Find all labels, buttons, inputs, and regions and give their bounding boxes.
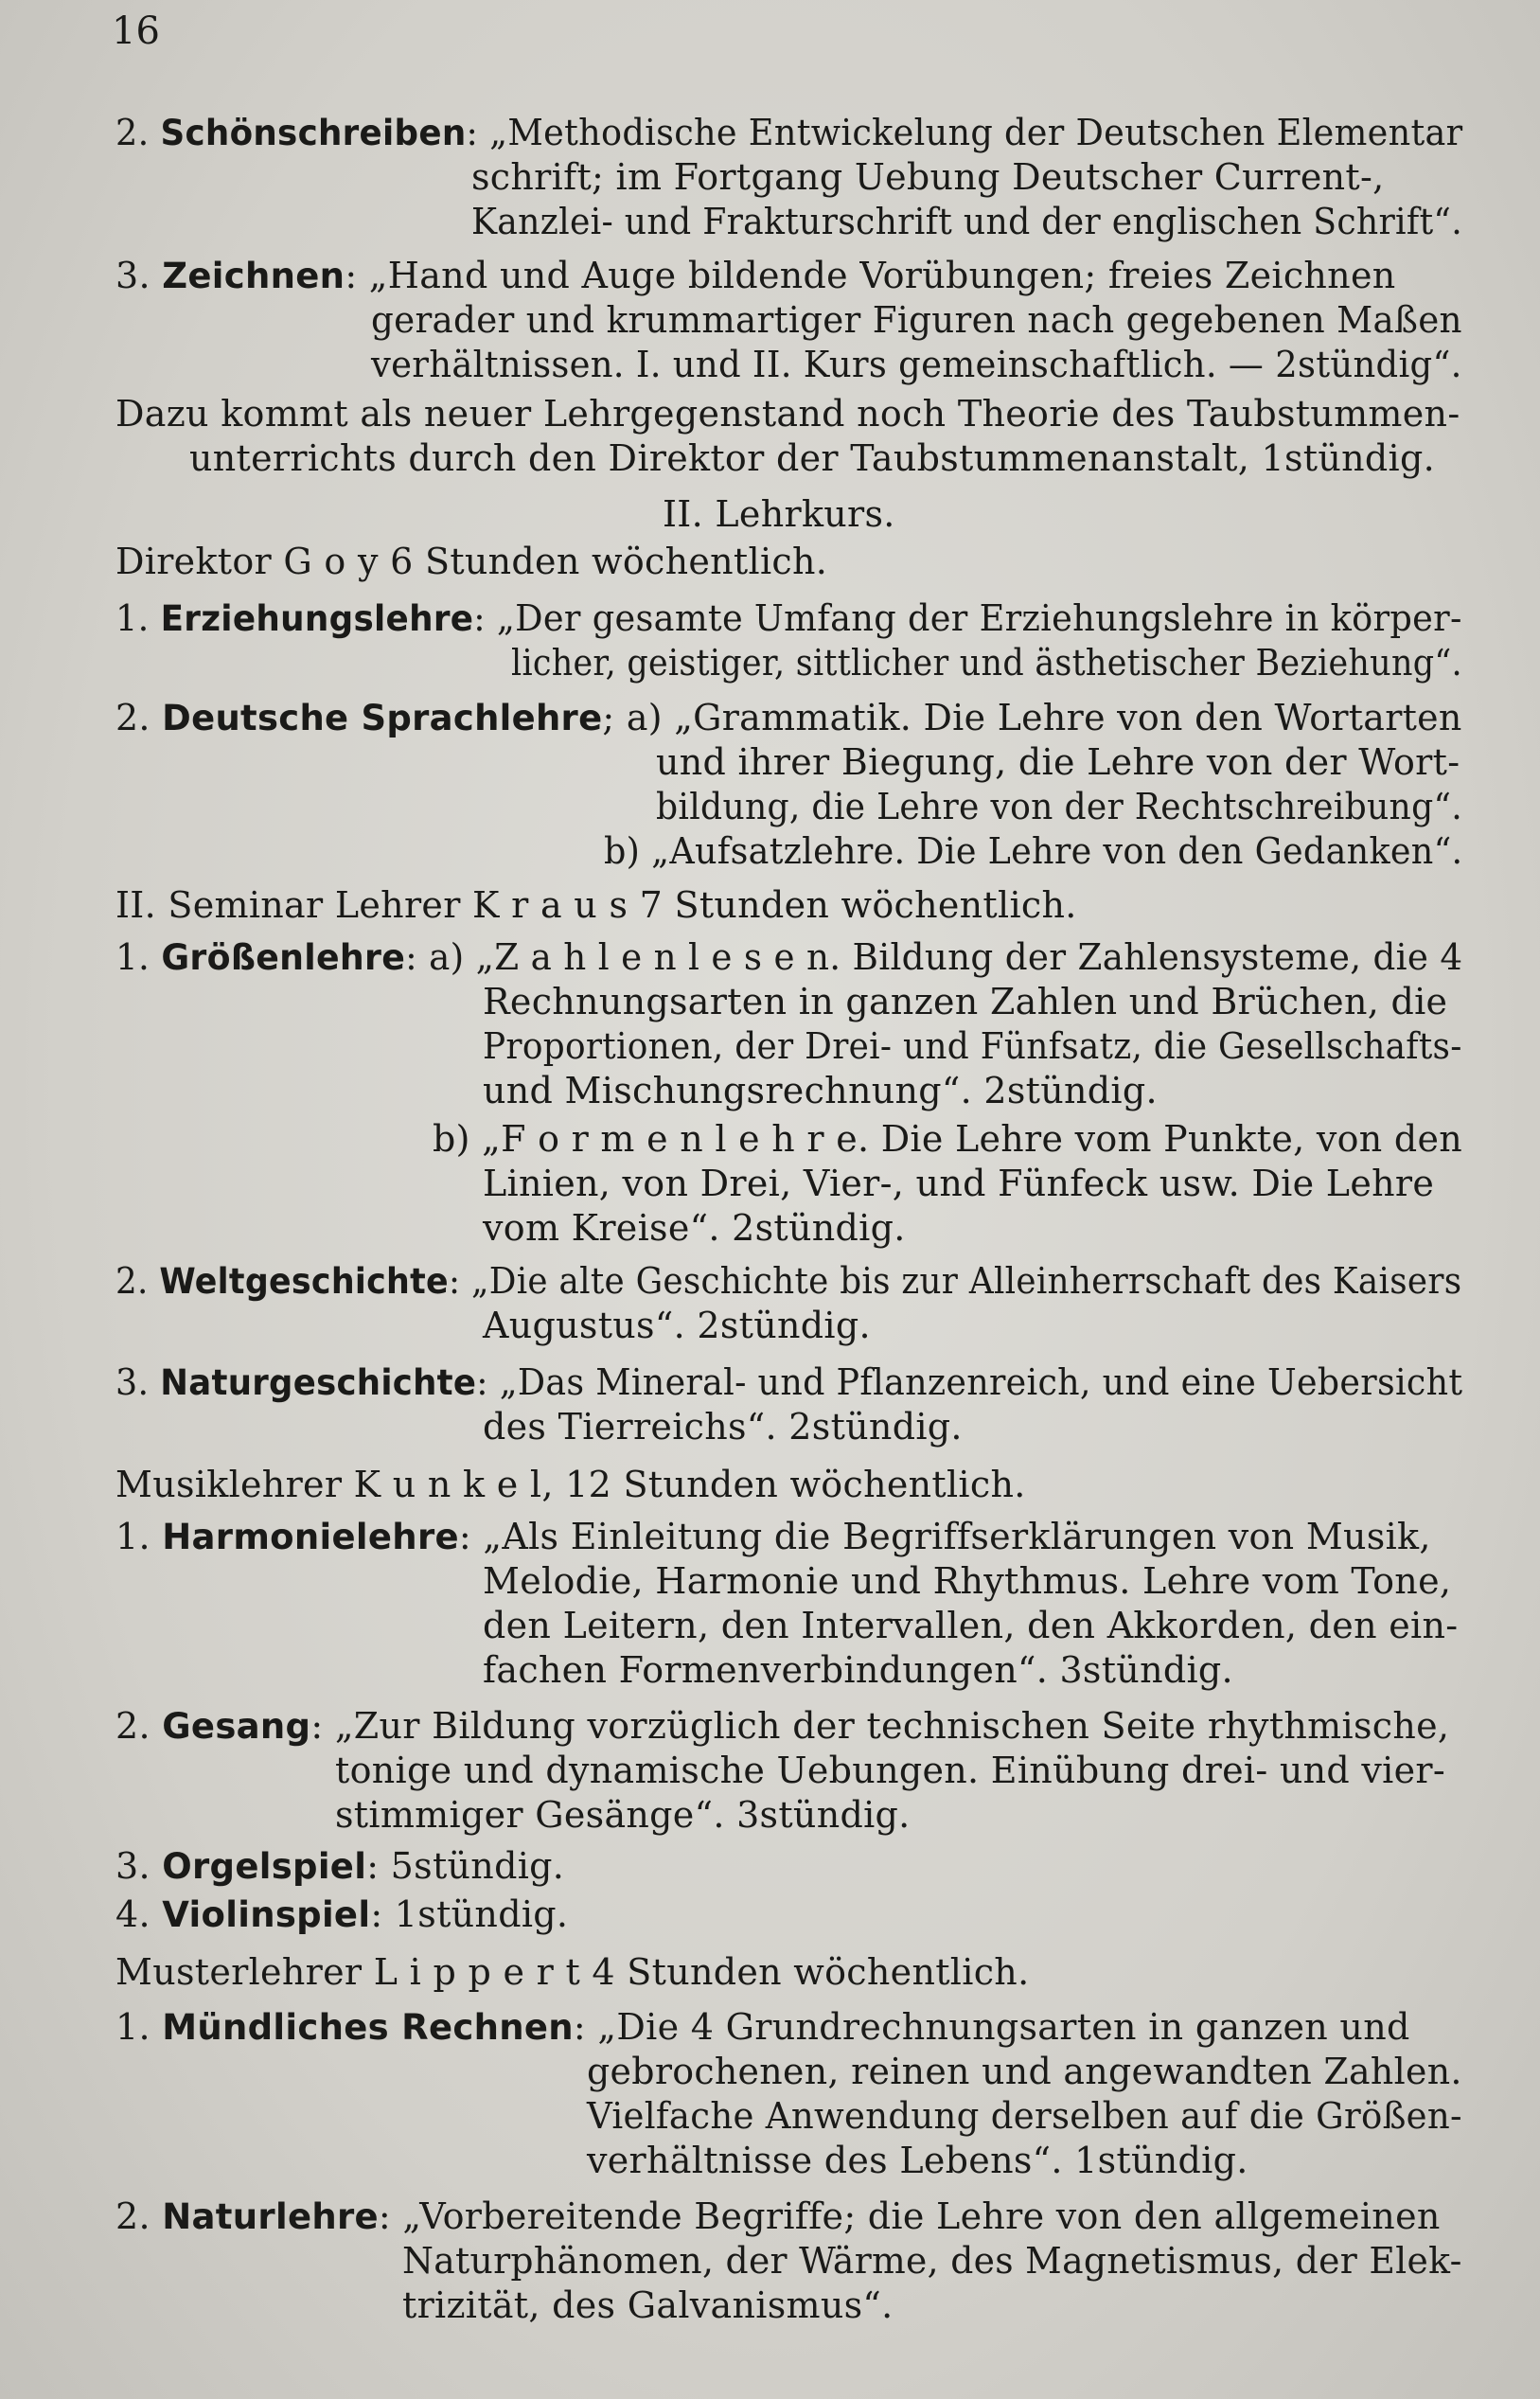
text-line: und Mischungsrechnung“. 2stündig. [483, 1070, 1158, 1111]
text-line: : „Die alte Geschichte bis zur Alleinherrschaft des Kaisers [448, 1260, 1462, 1302]
text-line: des Tierreichs“. 2stündig. [483, 1406, 963, 1448]
text-line: verhältnissen. I. und II. Kurs gemeinschaftlich. — 2stündig“. [371, 344, 1462, 385]
text-line: : „Methodische Entwickelung der Deutschen Elementar [466, 112, 1463, 153]
text-line: gerader und krummartiger Figuren nach gegebenen Maßen [371, 299, 1462, 341]
orgel-line [115, 1844, 564, 1889]
item-label: b) [604, 830, 641, 872]
subject-heading: Gesang [162, 1706, 311, 1747]
text-line: „F o r m e n l e h r e. Die Lehre vom Punkte, von den [482, 1118, 1463, 1160]
text-line: Kanzlei- und Frakturschrift und der englischen Schrift“. [471, 201, 1462, 242]
text-line: : „Als Einleitung die Begriffserklärungen von Musik, [458, 1516, 1431, 1557]
harmonie-line-1 [115, 1515, 1431, 1559]
subject-heading: Schönschreiben [160, 113, 467, 153]
subject-heading: Naturgeschichte [160, 1362, 477, 1403]
text-line: und ihrer Biegung, die Lehre von der Wort- [656, 741, 1460, 783]
text-line: tonige und dynamische Uebungen. Einübung drei- und vier- [335, 1750, 1446, 1791]
text-line: Linien, von Drei, Vier-, und Fünfeck usw. Die Lehre [483, 1163, 1435, 1204]
sprachlehre-line-1 [115, 696, 1462, 740]
item-number: 2. [115, 1705, 150, 1747]
text-line: Naturphänomen, der Wärme, des Magnetismus, der Elek- [402, 2240, 1462, 2282]
text-line: : a) „Z a h l e n l e s e n. Bildung der Zahlensysteme, die 4 [405, 936, 1463, 978]
text-line: Dazu kommt als neuer Lehrgegenstand noch Theorie des Taubstummen- [115, 393, 1460, 435]
item-number: 2. [115, 1260, 149, 1302]
text-line: : „Zur Bildung vorzüglich der technischen Seite rhythmische, [310, 1705, 1450, 1747]
item-number: 1. [115, 936, 150, 978]
text-line: : „Hand und Auge bildende Vorübungen; freies Zeichnen [345, 255, 1396, 296]
naturlehre-line-1 [115, 2195, 1441, 2239]
item-number: 4. [115, 1893, 150, 1935]
teacher-line: II. Seminar Lehrer K r a u s 7 Stunden wöchentlich. [115, 884, 1077, 926]
teacher-line: Direktor G o y 6 Stunden wöchentlich. [115, 541, 828, 582]
text-line: Melodie, Harmonie und Rhythmus. Lehre vom Tone, [483, 1560, 1452, 1602]
text-line: bildung, die Lehre von der Rechtschreibung“. [656, 786, 1462, 827]
naturgeschichte-line-1 [115, 1360, 1462, 1405]
section-heading: II. Lehrkurs. [663, 493, 895, 535]
subject-heading: Zeichnen [162, 256, 345, 296]
item-number: 1. [115, 597, 150, 639]
text-line: stimmiger Gesänge“. 3stündig. [335, 1794, 911, 1836]
subject-heading: Deutsche Sprachlehre [162, 698, 603, 738]
item-number: 1. [115, 2006, 150, 2048]
item-label: b) [433, 1118, 470, 1160]
text-line: trizität, des Galvanismus“. [402, 2284, 894, 2326]
subject-heading: Weltgeschichte [159, 1261, 449, 1302]
subject-heading: Violinspiel [162, 1894, 371, 1935]
item-number: 2. [115, 697, 150, 738]
text-line: gebrochenen, reinen und angewandten Zahlen. [587, 2051, 1462, 2092]
text-line: „Aufsatzlehre. Die Lehre von den Gedanken“. [651, 830, 1463, 872]
text-line: fachen Formenverbindungen“. 3stündig. [483, 1649, 1233, 1691]
zeichnen-line-1 [115, 254, 1396, 298]
gesang-line-1 [115, 1704, 1449, 1749]
text-line: : „Vorbereitende Begriffe; die Lehre von den allgemeinen [378, 2195, 1441, 2237]
text-line: ; a) „Grammatik. Die Lehre von den Wortarten [602, 697, 1462, 738]
text-line: vom Kreise“. 2stündig. [483, 1207, 906, 1249]
text-line: unterrichts durch den Direktor der Taubstummenanstalt, 1stündig. [189, 437, 1435, 479]
text-line: Rechnungsarten in ganzen Zahlen und Brüchen, die [483, 981, 1448, 1022]
page-number: 16 [112, 9, 160, 53]
text-line: Augustus“. 2stündig. [483, 1305, 871, 1346]
erziehung-line-1 [115, 596, 1462, 641]
schoenschreiben-line-1 [115, 111, 1462, 155]
groessen-b [433, 1117, 1462, 1161]
sprachlehre-b [604, 829, 1462, 873]
text-line: schrift; im Fortgang Uebung Deutscher Current-, [471, 156, 1385, 198]
item-number: 2. [115, 112, 150, 153]
text-line: : 5stündig. [366, 1845, 565, 1887]
violin-line [115, 1893, 568, 1937]
subject-heading: Mündliches Rechnen [162, 2007, 574, 2048]
item-number: 3. [115, 1845, 150, 1887]
text-line: : „Die 4 Grundrechnungsarten in ganzen und [573, 2006, 1410, 2048]
text-line: : „Das Mineral- und Pflanzenreich, und eine Uebersicht [476, 1361, 1463, 1403]
subject-heading: Erziehungslehre [160, 598, 474, 639]
teacher-line: Musterlehrer L i p p e r t 4 Stunden wöchentlich. [115, 1951, 1030, 1993]
groessen-line-1 [115, 935, 1462, 980]
subject-heading: Größenlehre [161, 937, 406, 978]
item-number: 1. [115, 1516, 150, 1557]
subject-heading: Harmonielehre [162, 1517, 459, 1557]
text-line: licher, geistiger, sittlicher und ästhetischer Beziehung“. [511, 642, 1462, 684]
item-number: 3. [115, 255, 150, 296]
subject-heading: Orgelspiel [162, 1846, 367, 1887]
rechnen-line-1 [115, 2005, 1410, 2050]
text-line: : 1stündig. [370, 1893, 569, 1935]
teacher-line: Musiklehrer K u n k e l, 12 Stunden wöchentlich. [115, 1464, 1026, 1505]
text-line: verhältnisse des Lebens“. 1stündig. [587, 2140, 1248, 2181]
subject-heading: Naturlehre [162, 2196, 379, 2237]
item-number: 3. [115, 1361, 150, 1403]
text-line: Proportionen, der Drei- und Fünfsatz, die Gesellschafts- [483, 1025, 1462, 1067]
text-line: : „Der gesamte Umfang der Erziehungslehre in körper- [473, 597, 1462, 639]
item-number: 2. [115, 2195, 150, 2237]
text-line: den Leitern, den Intervallen, den Akkorden, den ein- [483, 1605, 1459, 1646]
text-line: Vielfache Anwendung derselben auf die Größen- [587, 2095, 1462, 2137]
weltgeschichte-line-1 [115, 1259, 1461, 1304]
